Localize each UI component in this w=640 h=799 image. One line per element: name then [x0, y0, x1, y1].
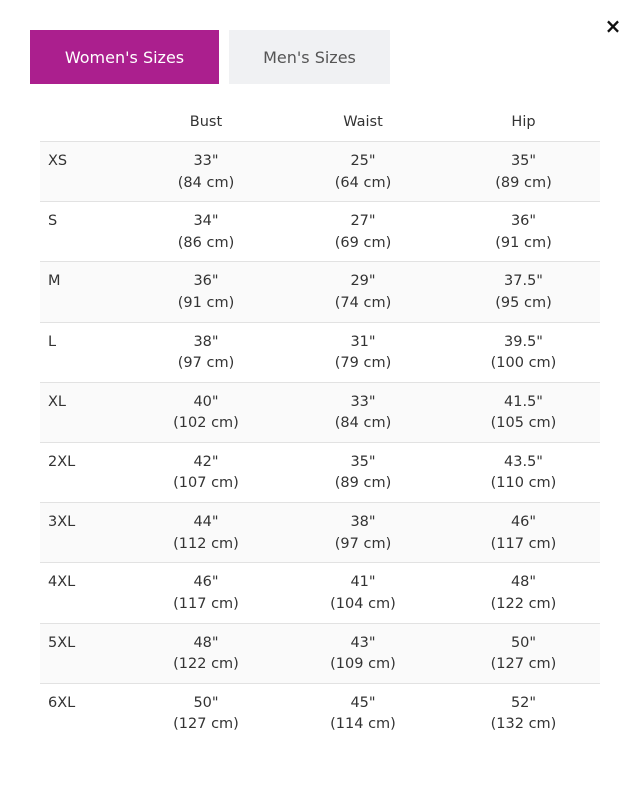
- hip-cm-value: (127 cm): [490, 656, 557, 672]
- hip-cell: [447, 262, 600, 321]
- bust-cell: [133, 142, 279, 201]
- hip-cm-value: (95 cm): [495, 294, 552, 311]
- hip-in-value: 37.5": [504, 273, 543, 290]
- bust-in-value: 50": [193, 694, 219, 711]
- waist-in-value: 31": [350, 333, 376, 350]
- hip-cell: [447, 383, 600, 442]
- waist-cm-value: (114 cm): [330, 716, 396, 733]
- waist-cm-value: (89 cm): [334, 475, 392, 492]
- hip-cell: [447, 142, 600, 201]
- size-tabs: [30, 30, 390, 84]
- tab-womens-sizes[interactable]: Women's Sizes: [30, 30, 219, 84]
- bust-cm-value: (122 cm): [173, 656, 239, 672]
- bust-in-value: 38": [193, 333, 219, 350]
- bust-in-value: 33": [193, 153, 219, 169]
- waist-in-value: 45": [350, 694, 376, 711]
- hip-cell: [447, 323, 600, 382]
- bust-in-value: 46": [193, 574, 219, 591]
- table-row: [40, 383, 600, 443]
- header-hip: Hip: [511, 113, 536, 130]
- bust-cm-value: (84 cm): [177, 174, 235, 191]
- hip-in-value: 41.5": [504, 393, 543, 410]
- size-label: 5XL: [48, 634, 76, 651]
- waist-cell: [279, 624, 447, 683]
- hip-cm-value: (110 cm): [490, 475, 557, 492]
- hip-cm-value: (100 cm): [490, 355, 557, 372]
- waist-cm-value: (109 cm): [330, 656, 396, 672]
- hip-cm-value: (122 cm): [490, 595, 557, 612]
- waist-in-value: 38": [350, 514, 376, 531]
- bust-cell: [133, 563, 279, 622]
- hip-in-value: 39.5": [504, 333, 543, 350]
- hip-cm-value: (91 cm): [495, 234, 552, 251]
- hip-in-value: 43.5": [504, 453, 543, 470]
- waist-cell: [279, 443, 447, 502]
- waist-cell: [279, 202, 447, 261]
- bust-cm-value: (112 cm): [173, 535, 239, 552]
- hip-in-value: 36": [510, 213, 537, 230]
- close-icon[interactable]: ×: [604, 14, 622, 38]
- waist-cm-value: (79 cm): [334, 355, 392, 372]
- table-row: [40, 262, 600, 322]
- size-label: XL: [48, 393, 67, 410]
- bust-in-value: 44": [193, 514, 219, 531]
- waist-cm-value: (104 cm): [330, 595, 396, 612]
- waist-in-value: 25": [350, 153, 376, 169]
- table-header: [40, 102, 600, 142]
- hip-in-value: 50": [510, 634, 537, 651]
- hip-in-value: 35": [510, 153, 537, 169]
- hip-cm-value: (117 cm): [490, 535, 557, 552]
- bust-cell: [133, 443, 279, 502]
- waist-in-value: 33": [350, 393, 376, 410]
- size-label: XS: [48, 153, 68, 169]
- hip-cell: [447, 503, 600, 562]
- table-row: [40, 443, 600, 503]
- hip-cm-value: (105 cm): [490, 415, 557, 432]
- table-row: [40, 323, 600, 383]
- bust-cm-value: (127 cm): [173, 716, 239, 733]
- bust-cm-value: (107 cm): [173, 475, 239, 492]
- table-row: [40, 684, 600, 744]
- bust-cm-value: (86 cm): [177, 234, 235, 251]
- bust-cell: [133, 262, 279, 321]
- bust-cell: [133, 503, 279, 562]
- waist-cell: [279, 383, 447, 442]
- waist-in-value: 43": [350, 634, 376, 651]
- size-label: M: [48, 273, 61, 290]
- hip-cell: [447, 202, 600, 261]
- table-row: [40, 202, 600, 262]
- table-row: [40, 503, 600, 563]
- bust-cm-value: (117 cm): [173, 595, 239, 612]
- waist-cm-value: (64 cm): [334, 174, 392, 191]
- bust-cm-value: (91 cm): [177, 294, 235, 311]
- hip-in-value: 46": [510, 514, 537, 531]
- size-label: 2XL: [48, 453, 76, 470]
- table-row: [40, 142, 600, 202]
- bust-in-value: 42": [193, 453, 219, 470]
- bust-cell: [133, 624, 279, 683]
- waist-cm-value: (97 cm): [334, 535, 392, 552]
- size-chart-table: [40, 102, 600, 744]
- size-label: 6XL: [48, 694, 76, 711]
- hip-cell: [447, 443, 600, 502]
- hip-in-value: 48": [510, 574, 537, 591]
- bust-cell: [133, 383, 279, 442]
- table-row: [40, 624, 600, 684]
- bust-cm-value: (97 cm): [177, 355, 235, 372]
- size-label: 4XL: [48, 574, 76, 591]
- table-body: [40, 142, 600, 744]
- size-label: S: [48, 213, 58, 230]
- bust-in-value: 34": [193, 213, 219, 230]
- hip-cell: [447, 563, 600, 622]
- waist-cell: [279, 262, 447, 321]
- bust-in-value: 40": [193, 393, 219, 410]
- header-waist: Waist: [343, 113, 383, 130]
- hip-in-value: 52": [510, 694, 537, 711]
- table-row: [40, 563, 600, 623]
- waist-cell: [279, 684, 447, 744]
- waist-in-value: 41": [350, 574, 376, 591]
- waist-cm-value: (74 cm): [334, 294, 392, 311]
- waist-in-value: 27": [350, 213, 376, 230]
- bust-cell: [133, 202, 279, 261]
- bust-in-value: 48": [193, 634, 219, 651]
- waist-cell: [279, 503, 447, 562]
- hip-cm-value: (132 cm): [490, 716, 557, 733]
- waist-cell: [279, 142, 447, 201]
- waist-in-value: 29": [350, 273, 376, 290]
- waist-in-value: 35": [350, 453, 376, 470]
- bust-cm-value: (102 cm): [173, 415, 239, 432]
- hip-cell: [447, 624, 600, 683]
- tab-mens-sizes[interactable]: Men's Sizes: [229, 30, 390, 84]
- bust-cell: [133, 684, 279, 744]
- size-label: 3XL: [48, 514, 76, 531]
- hip-cm-value: (89 cm): [495, 174, 552, 191]
- bust-in-value: 36": [193, 273, 219, 290]
- header-bust: Bust: [189, 113, 223, 130]
- waist-cell: [279, 323, 447, 382]
- waist-cm-value: (84 cm): [334, 415, 392, 432]
- hip-cell: [447, 684, 600, 744]
- waist-cm-value: (69 cm): [334, 234, 392, 251]
- size-label: L: [48, 333, 57, 350]
- bust-cell: [133, 323, 279, 382]
- waist-cell: [279, 563, 447, 622]
